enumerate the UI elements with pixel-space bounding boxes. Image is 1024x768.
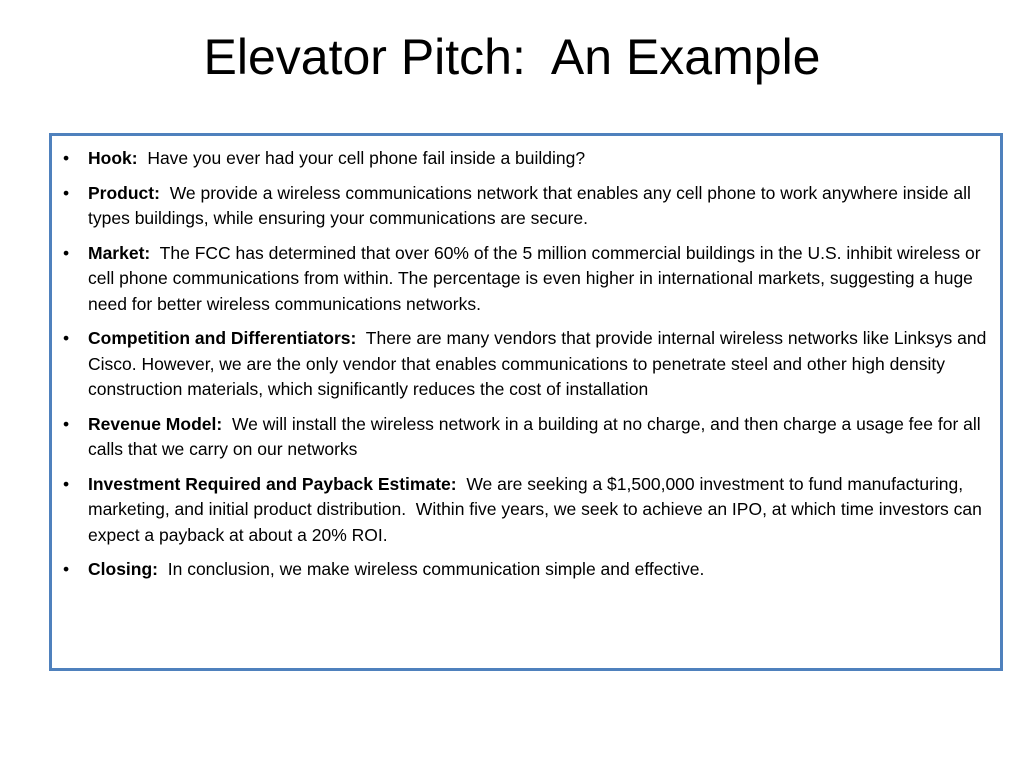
- bullet-icon: •: [63, 148, 70, 168]
- bullet-list: [62, 146, 992, 583]
- bullet-item-investment: [62, 472, 988, 549]
- bullet-item-closing: [62, 557, 988, 583]
- bullet-key: Investment Required and Payback Estimate:: [88, 473, 457, 494]
- slide-title: Elevator Pitch: An Example: [203, 29, 821, 85]
- bullet-icon: •: [63, 182, 70, 203]
- bullet-key: Competition and Differentiators:: [88, 328, 357, 348]
- bullet-item-market: [62, 241, 988, 318]
- bullet-key: Closing:: [88, 559, 158, 579]
- bullet-icon: •: [63, 413, 70, 434]
- bullet-key: Hook:: [88, 148, 138, 168]
- bullet-text: Have you ever had your cell phone fail inside a building?: [147, 148, 586, 168]
- bullet-key: Market:: [88, 242, 151, 263]
- bullet-item-competition: [62, 326, 992, 403]
- bullet-text: There are many vendors that provide internal wireless networks like Linksys and Cisco. However, we are the only vendor that enables communications to penetrate steel and other high density construction materials, which significantly reduces the cost of installation: [88, 328, 992, 399]
- bullet-text: We will install the wireless network in a building at no charge, and then charge a usage fee for all calls that we carry on our networks: [88, 413, 986, 459]
- bullet-item-hook: [62, 146, 988, 172]
- bullet-text: In conclusion, we make wireless communication simple and effective.: [167, 559, 705, 579]
- bullet-icon: •: [63, 473, 70, 494]
- bullet-icon: •: [63, 242, 70, 263]
- bullet-text: We are seeking a $1,500,000 investment to fund manufacturing, marketing, and initial product distribution. Within five years, we seek to achieve an IPO, at which time investors can expect a payback at about a 20% ROI.: [88, 473, 987, 545]
- bullet-item-product: [62, 181, 988, 232]
- bullet-item-revenue-model: [62, 412, 988, 463]
- bullet-icon: •: [63, 559, 70, 579]
- bullet-key: Product:: [88, 182, 160, 203]
- bullet-key: Revenue Model:: [88, 413, 223, 434]
- bullet-icon: •: [63, 328, 70, 348]
- bullet-text: The FCC has determined that over 60% of the 5 million commercial buildings in the U.S. inhibit wireless or cell phone communications from within. The percentage is even higher in international markets, suggesting a huge need for better wireless communications networks.: [88, 242, 986, 314]
- bullet-text: We provide a wireless communications network that enables any cell phone to work anywhere inside all types buildings, while ensuring your communications are secure.: [88, 182, 976, 228]
- content-box: [49, 133, 1003, 671]
